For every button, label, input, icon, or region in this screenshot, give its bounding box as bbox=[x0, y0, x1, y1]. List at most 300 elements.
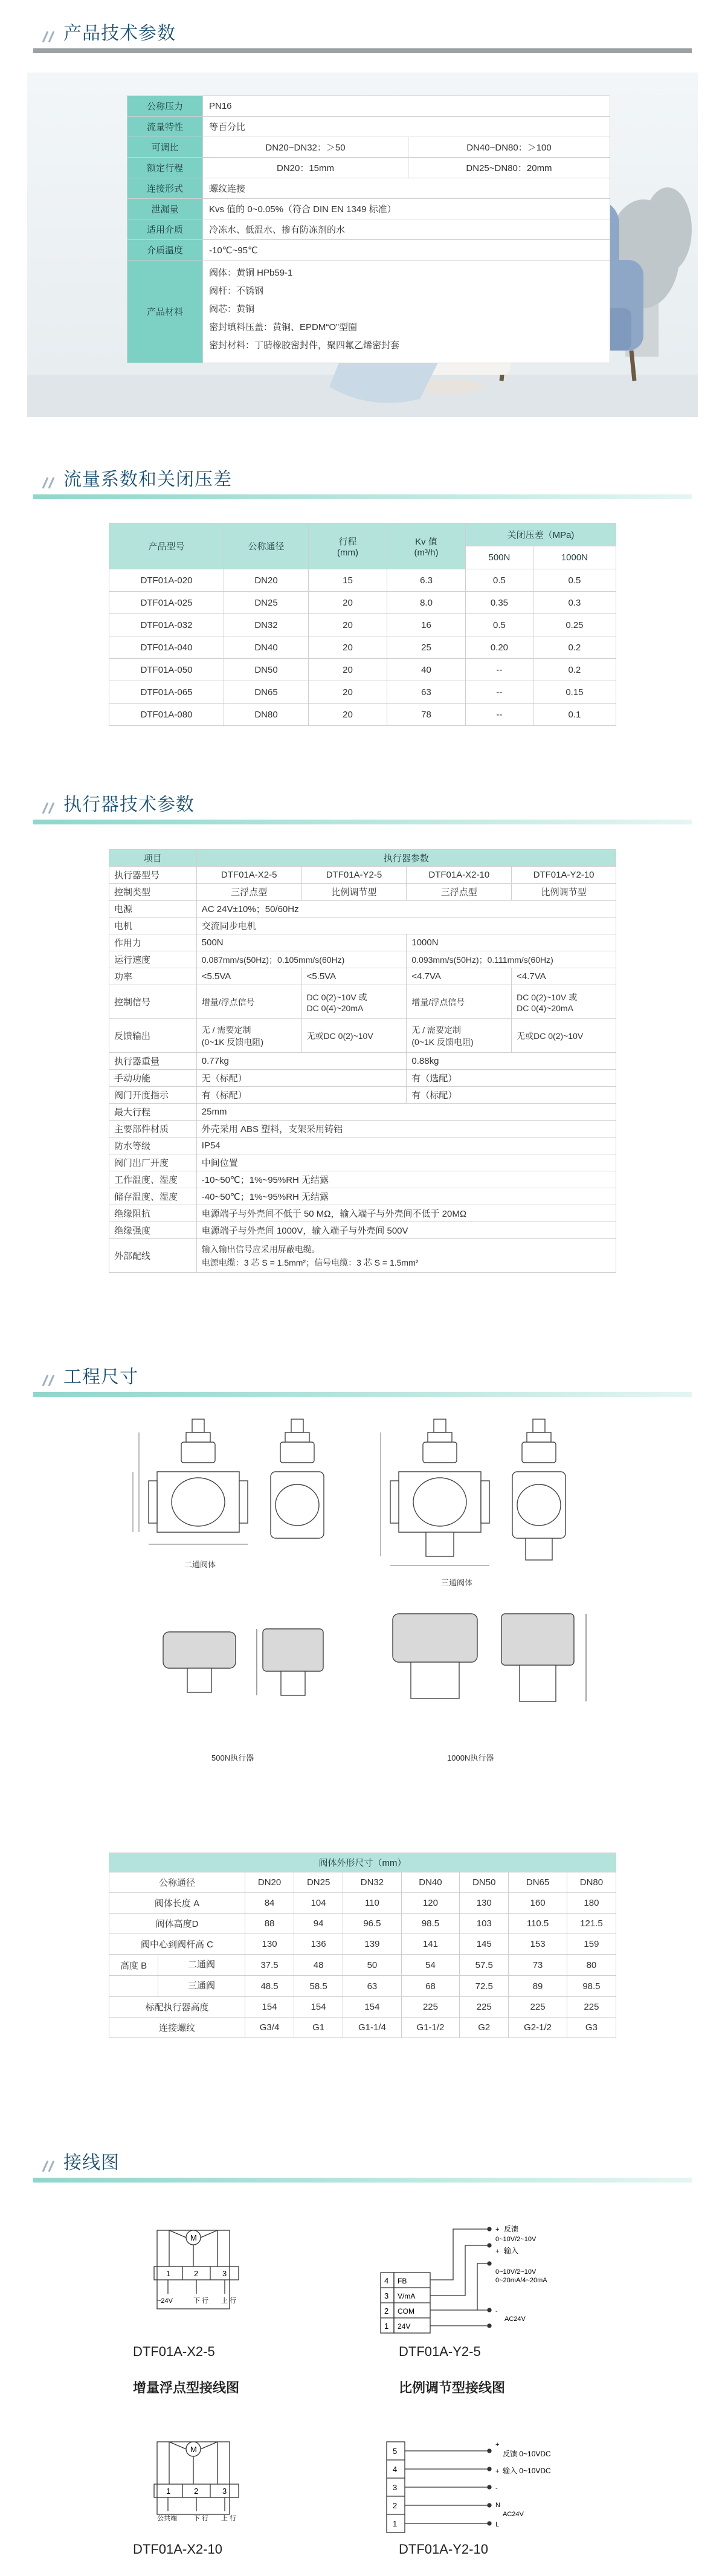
table-cell: 16 bbox=[387, 614, 466, 636]
table-cell: 73 bbox=[509, 1955, 567, 1976]
three-way-caption: 三通阀体 bbox=[441, 1578, 473, 1587]
spec-label: 流量特性 bbox=[127, 117, 203, 137]
flow-table-body bbox=[109, 569, 616, 726]
model-cell: DTF01A-X2-10 bbox=[407, 867, 512, 884]
wiring-line: 电源电缆：3 芯 S = 1.5mm²；信号电缆：3 芯 S = 1.5mm² bbox=[201, 1257, 419, 1267]
wiring-y2-10-title: DTF01A-Y2-10 bbox=[399, 2542, 488, 2557]
value-cell: 增量/浮点信号 bbox=[407, 985, 512, 1019]
ac24-label: AC24V bbox=[504, 2315, 526, 2323]
row-label: 工作温度、湿度 bbox=[109, 1171, 197, 1188]
model-cell: DTF01A-X2-5 bbox=[196, 867, 301, 884]
slash-decoration-icon bbox=[39, 2160, 59, 2173]
table-cell: 154 bbox=[343, 1997, 402, 2018]
table-cell: 121.5 bbox=[567, 1914, 616, 1934]
row-label: 标配执行器高度 bbox=[109, 1997, 245, 2018]
table-cell: DTF01A-065 bbox=[109, 681, 224, 704]
actuator-1000n-front-drawing bbox=[393, 1614, 477, 1698]
value-cell: -40~50℃；1%~95%RH 无结露 bbox=[196, 1188, 616, 1205]
value-cell: 有（标配） bbox=[196, 1087, 407, 1104]
material-line: 阀杆：不锈钢 bbox=[209, 286, 264, 296]
table-cell: 25 bbox=[387, 636, 466, 659]
value-cell: 交流同步电机 bbox=[196, 917, 616, 934]
terminal-label: 3 bbox=[222, 2269, 227, 2278]
terminal-label: 2 bbox=[194, 2269, 199, 2278]
motor-label: M bbox=[190, 2233, 197, 2242]
row-label: 执行器重量 bbox=[109, 1053, 197, 1070]
table-cell: DTF01A-020 bbox=[109, 569, 224, 592]
table-cell: 153 bbox=[509, 1934, 567, 1955]
table-cell: DN32 bbox=[224, 614, 309, 636]
table-cell: G3 bbox=[567, 2018, 616, 2038]
value-cell: 0.77kg bbox=[196, 1053, 407, 1070]
table-cell: 139 bbox=[343, 1934, 402, 1955]
table-cell: 37.5 bbox=[245, 1955, 294, 1976]
table-row bbox=[109, 659, 616, 681]
table-cell: 103 bbox=[460, 1914, 509, 1934]
column-header: 行程 (mm) bbox=[309, 523, 387, 569]
table-cell: DN80 bbox=[224, 704, 309, 726]
row-label: 主要部件材质 bbox=[109, 1121, 197, 1138]
material-line: 阀体：黄铜 HPb59-1 bbox=[209, 268, 293, 278]
actuator-500n-front-drawing bbox=[163, 1632, 236, 1692]
table-cell: 63 bbox=[343, 1976, 402, 1997]
plus-label: + bbox=[495, 2468, 500, 2475]
table-cell: DTF01A-025 bbox=[109, 592, 224, 614]
table-row bbox=[109, 1955, 616, 1976]
table-row bbox=[109, 704, 616, 726]
table-row bbox=[109, 1853, 616, 1872]
row-label: 储存温度、湿度 bbox=[109, 1188, 197, 1205]
row-label: 手动功能 bbox=[109, 1070, 197, 1087]
section-header-product bbox=[33, 13, 692, 56]
two-way-valve-side-drawing bbox=[271, 1419, 324, 1538]
value-cell: 中间位置 bbox=[196, 1154, 616, 1171]
table-row bbox=[109, 569, 616, 592]
dimension-table bbox=[109, 1853, 616, 2038]
wiring-x2-5-diagram bbox=[133, 2212, 266, 2339]
spec-label: 适用介质 bbox=[127, 219, 203, 240]
row-label: 电源 bbox=[109, 901, 197, 917]
table-cell: 20 bbox=[309, 704, 387, 726]
column-header: 项目 bbox=[109, 850, 197, 867]
value-cell: <4.7VA bbox=[407, 968, 512, 985]
section-title: 执行器技术参数 bbox=[63, 794, 195, 815]
table-cell: 78 bbox=[387, 704, 466, 726]
row-label: 功率 bbox=[109, 968, 197, 985]
section-underline bbox=[33, 820, 692, 824]
spec-label: 产品材料 bbox=[127, 261, 203, 363]
table-cell: 0.25 bbox=[533, 614, 616, 636]
section-header-dimensions bbox=[33, 1357, 692, 1399]
table-cell: 54 bbox=[401, 1955, 460, 1976]
table-cell: DTF01A-050 bbox=[109, 659, 224, 681]
value-cell: 比例调节型 bbox=[512, 884, 616, 901]
value-cell: <4.7VA bbox=[512, 968, 616, 985]
material-line: 密封填料压盖：黄铜、EPDM“O”型圈 bbox=[209, 322, 357, 332]
table-cell: 0.5 bbox=[466, 569, 533, 592]
table-row bbox=[109, 1934, 616, 1955]
table-cell: 154 bbox=[294, 1997, 343, 2018]
table-cell: DTF01A-040 bbox=[109, 636, 224, 659]
table-cell: 141 bbox=[401, 1934, 460, 1955]
section-underline bbox=[33, 1392, 692, 1397]
terminal-vma: V/mA bbox=[398, 2292, 416, 2300]
row-label: 最大行程 bbox=[109, 1104, 197, 1121]
section-title: 流量系数和关闭压差 bbox=[63, 469, 232, 490]
section-title: 接线图 bbox=[63, 2152, 120, 2173]
value-cell: <5.5VA bbox=[301, 968, 407, 985]
flow-table bbox=[109, 523, 616, 726]
column-header: DN25 bbox=[294, 1872, 343, 1893]
supply-label: ~24V bbox=[157, 2297, 173, 2305]
table-cell: 88 bbox=[245, 1914, 294, 1934]
value-cell: DC 0(2)~10V 或 DC 0(4)~20mA bbox=[301, 985, 407, 1019]
spec-value: 冷冻水、低温水、掺有防冻剂的水 bbox=[203, 219, 610, 240]
table-cell: 20 bbox=[309, 614, 387, 636]
section-underline bbox=[33, 48, 692, 53]
table-row bbox=[109, 1997, 616, 2018]
table-cell: 130 bbox=[460, 1893, 509, 1914]
terminal-label: 2 bbox=[194, 2487, 199, 2496]
slash-decoration-icon bbox=[39, 801, 59, 815]
section-underline bbox=[33, 2178, 692, 2183]
wiring-x2-5-title: DTF01A-X2-5 bbox=[133, 2344, 215, 2359]
feedback-label: 反馈 0~10VDC bbox=[503, 2450, 551, 2458]
spec-label: 介质温度 bbox=[127, 240, 203, 261]
table-cell: 6.3 bbox=[387, 569, 466, 592]
table-cell: 0.15 bbox=[533, 681, 616, 704]
value-cell: 电源端子与外壳间 1000V，输入端子与外壳间 500V bbox=[196, 1222, 616, 1239]
two-way-valve-front-drawing bbox=[149, 1419, 248, 1532]
value-cell: 无或DC 0(2)~10V bbox=[512, 1019, 616, 1053]
table-cell: 20 bbox=[309, 681, 387, 704]
table-cell: 110.5 bbox=[509, 1914, 567, 1934]
table-cell: 130 bbox=[245, 1934, 294, 1955]
column-header: 关闭压差（MPa) bbox=[466, 523, 616, 546]
row-label-group bbox=[109, 1976, 245, 1997]
table-cell: 104 bbox=[294, 1893, 343, 1914]
model-cell: DTF01A-Y2-10 bbox=[512, 867, 616, 884]
row-label: 反馈输出 bbox=[109, 1019, 197, 1053]
table-cell: 94 bbox=[294, 1914, 343, 1934]
row-label: 连接螺纹 bbox=[109, 2018, 245, 2038]
spec-value: DN20~DN32：＞50 bbox=[203, 137, 408, 158]
value-cell: 0.093mm/s(50Hz)；0.111mm/s(60Hz) bbox=[407, 951, 616, 968]
terminal-com: COM bbox=[398, 2307, 414, 2315]
row-label: 防水等级 bbox=[109, 1138, 197, 1154]
spec-label: 连接形式 bbox=[127, 178, 203, 199]
table-cell: G2-1/2 bbox=[509, 2018, 567, 2038]
value-cell: DC 0(2)~10V 或 DC 0(4)~20mA bbox=[512, 985, 616, 1019]
table-cell: 0.20 bbox=[466, 636, 533, 659]
value-cell: 有（选配） bbox=[407, 1070, 616, 1087]
wiring-line: 输入输出信号应采用屏蔽电缆。 bbox=[201, 1244, 320, 1254]
spec-value: DN25~DN80：20mm bbox=[408, 158, 610, 178]
table-cell: 154 bbox=[245, 1997, 294, 2018]
terminal-label: 2 bbox=[393, 2501, 398, 2510]
row-label: 阀体高度D bbox=[109, 1914, 245, 1934]
table-cell: 20 bbox=[309, 636, 387, 659]
row-label: 绝缘阻抗 bbox=[109, 1205, 197, 1222]
table-cell: 8.0 bbox=[387, 592, 466, 614]
table-cell: DN40 bbox=[224, 636, 309, 659]
table-cell: DN65 bbox=[224, 681, 309, 704]
down-label: 下 行 bbox=[193, 2515, 209, 2522]
table-cell: DN25 bbox=[224, 592, 309, 614]
section-header-wiring bbox=[33, 2143, 692, 2185]
value-cell: 0.88kg bbox=[407, 1053, 616, 1070]
product-spec-table bbox=[127, 95, 610, 363]
terminal-label: 2 bbox=[384, 2306, 389, 2315]
down-label: 下 行 bbox=[193, 2297, 209, 2305]
table-cell: 20 bbox=[309, 592, 387, 614]
row-label: 执行器型号 bbox=[109, 867, 197, 884]
terminal-label: 4 bbox=[393, 2465, 398, 2474]
model-cell: DTF01A-Y2-5 bbox=[301, 867, 407, 884]
value-cell: 25mm bbox=[196, 1104, 616, 1121]
two-way-caption: 二通阀体 bbox=[184, 1560, 216, 1569]
row-label: 外部配线 bbox=[109, 1239, 197, 1273]
value-cell: -10~50℃；1%~95%RH 无结露 bbox=[196, 1171, 616, 1188]
table-cell: 48 bbox=[294, 1955, 343, 1976]
feedback-range: 0~10V/2~10V bbox=[495, 2236, 536, 2243]
value-cell: 有（标配） bbox=[407, 1087, 616, 1104]
table-cell: DTF01A-080 bbox=[109, 704, 224, 726]
neutral-label: N bbox=[495, 2502, 500, 2509]
table-cell: 48.5 bbox=[245, 1976, 294, 1997]
table-cell: 110 bbox=[343, 1893, 402, 1914]
input-range: 0~20mA/4~20mA bbox=[495, 2277, 547, 2284]
section-title: 产品技术参数 bbox=[63, 23, 176, 44]
wiring-y2-5-title: DTF01A-Y2-5 bbox=[399, 2344, 481, 2359]
product-panel bbox=[27, 73, 698, 417]
column-subheader: 1000N bbox=[533, 546, 616, 569]
table-cell: 57.5 bbox=[460, 1955, 509, 1976]
table-cell: 96.5 bbox=[343, 1914, 402, 1934]
table-cell: 98.5 bbox=[567, 1976, 616, 1997]
table-cell: G1-1/2 bbox=[401, 2018, 460, 2038]
table-cell: 20 bbox=[309, 659, 387, 681]
table-row bbox=[109, 681, 616, 704]
common-label: 公共端 bbox=[157, 2515, 177, 2522]
table-cell: 68 bbox=[401, 1976, 460, 1997]
spec-value: -10℃~95℃ bbox=[203, 240, 610, 261]
row-label: 控制类型 bbox=[109, 884, 197, 901]
row-label: 阀中心到阀杆高 C bbox=[109, 1934, 245, 1955]
act500-caption: 500N执行器 bbox=[211, 1753, 254, 1762]
value-cell: 增量/浮点信号 bbox=[196, 985, 301, 1019]
row-label: 控制信号 bbox=[109, 985, 197, 1019]
column-header: Kv 值 (m³/h) bbox=[387, 523, 466, 569]
table-cell: 40 bbox=[387, 659, 466, 681]
table-cell: 80 bbox=[567, 1955, 616, 1976]
column-header: DN80 bbox=[567, 1872, 616, 1893]
spec-value: DN40~DN80：＞100 bbox=[408, 137, 610, 158]
material-line: 阀芯：黄铜 bbox=[209, 304, 255, 314]
slash-decoration-icon bbox=[39, 30, 59, 44]
input-label: 输入 0~10VDC bbox=[503, 2467, 551, 2475]
table-cell: 0.3 bbox=[533, 592, 616, 614]
table-cell: 72.5 bbox=[460, 1976, 509, 1997]
terminal-label: 3 bbox=[384, 2291, 389, 2300]
table-cell: 58.5 bbox=[294, 1976, 343, 1997]
column-subheader: 500N bbox=[466, 546, 533, 569]
table-cell: 159 bbox=[567, 1934, 616, 1955]
dimension-table-body bbox=[109, 1853, 616, 2038]
row-label: 阀体长度 A bbox=[109, 1893, 245, 1914]
terminal-label: 5 bbox=[393, 2447, 398, 2456]
wiring-y2-10-diagram bbox=[375, 2436, 604, 2542]
table-row bbox=[109, 592, 616, 614]
terminal-label: 1 bbox=[384, 2322, 389, 2331]
row-label: 运行速度 bbox=[109, 951, 197, 968]
spec-label: 泄漏量 bbox=[127, 199, 203, 219]
table-cell: -- bbox=[466, 681, 533, 704]
wiring-x2-10-diagram bbox=[133, 2436, 266, 2542]
table-cell: G3/4 bbox=[245, 2018, 294, 2038]
plus-label: + bbox=[495, 2441, 500, 2448]
three-way-valve-side-drawing bbox=[512, 1419, 566, 1560]
spec-label: 额定行程 bbox=[127, 158, 203, 178]
value-cell: 外壳采用 ABS 塑料，支架采用铸铝 bbox=[196, 1121, 616, 1138]
column-header: DN50 bbox=[460, 1872, 509, 1893]
input-label: 输入 bbox=[504, 2247, 519, 2255]
table-cell: 225 bbox=[567, 1997, 616, 2018]
table-cell: -- bbox=[466, 659, 533, 681]
line-label: L bbox=[495, 2521, 500, 2528]
value-cell: 三浮点型 bbox=[196, 884, 301, 901]
spec-value: 等百分比 bbox=[203, 117, 610, 137]
column-header: DN65 bbox=[509, 1872, 567, 1893]
slash-decoration-icon bbox=[39, 476, 59, 490]
value-cell: 无（标配） bbox=[196, 1070, 407, 1087]
table-cell: 0.5 bbox=[466, 614, 533, 636]
table-cell: 0.5 bbox=[533, 569, 616, 592]
dimension-drawings bbox=[121, 1414, 604, 1801]
table-title: 阀体外形尺寸（mm） bbox=[109, 1853, 616, 1872]
wiring-x2-10-title: DTF01A-X2-10 bbox=[133, 2542, 222, 2557]
wiring-y2-5-diagram bbox=[375, 2212, 604, 2339]
feedback-label: 反馈 bbox=[504, 2225, 519, 2233]
row-label: 作用力 bbox=[109, 934, 197, 951]
row-label: 高度 B bbox=[120, 1960, 147, 1971]
table-cell: 89 bbox=[509, 1976, 567, 1997]
section-title: 工程尺寸 bbox=[63, 1367, 138, 1388]
row-label: 电机 bbox=[109, 917, 197, 934]
motor-label: M bbox=[190, 2445, 197, 2454]
table-cell: 136 bbox=[294, 1934, 343, 1955]
actuator-1000n-side-drawing bbox=[501, 1614, 586, 1701]
value-cell: 1000N bbox=[407, 934, 616, 951]
row-label: 阀门出厂开度 bbox=[109, 1154, 197, 1171]
table-cell: 63 bbox=[387, 681, 466, 704]
table-cell: G1-1/4 bbox=[343, 2018, 402, 2038]
terminal-label: 1 bbox=[166, 2487, 171, 2496]
materials-cell bbox=[203, 261, 610, 363]
table-row bbox=[109, 614, 616, 636]
spec-value: PN16 bbox=[203, 96, 610, 117]
table-cell: 120 bbox=[401, 1893, 460, 1914]
table-cell: G1 bbox=[294, 2018, 343, 2038]
table-cell: 160 bbox=[509, 1893, 567, 1914]
value-cell: AC 24V±10%；50/60Hz bbox=[196, 901, 616, 917]
three-way-valve-front-drawing bbox=[390, 1419, 489, 1556]
spec-label: 公称压力 bbox=[127, 96, 203, 117]
column-header: DN20 bbox=[245, 1872, 294, 1893]
table-cell: 98.5 bbox=[401, 1914, 460, 1934]
row-label: 阀门开度指示 bbox=[109, 1087, 197, 1104]
column-header: 公称通径 bbox=[224, 523, 309, 569]
act1000-caption: 1000N执行器 bbox=[447, 1753, 494, 1762]
table-cell: 225 bbox=[509, 1997, 567, 2018]
column-header: 公称通径 bbox=[109, 1872, 245, 1893]
row-label-group bbox=[109, 1955, 245, 1976]
value-cell: 比例调节型 bbox=[301, 884, 407, 901]
value-cell: 电源端子与外壳间不低于 50 MΩ，输入端子与外壳间不低于 20MΩ bbox=[196, 1205, 616, 1222]
spec-value: 螺纹连接 bbox=[203, 178, 610, 199]
value-cell bbox=[196, 1239, 616, 1273]
section-header-actuator bbox=[33, 785, 692, 827]
table-cell: G2 bbox=[460, 2018, 509, 2038]
terminal-24v: 24V bbox=[398, 2322, 411, 2331]
table-cell: 0.1 bbox=[533, 704, 616, 726]
row-label: 绝缘强度 bbox=[109, 1222, 197, 1239]
table-cell: DN50 bbox=[224, 659, 309, 681]
section-header-flow bbox=[33, 459, 692, 502]
table-cell: 145 bbox=[460, 1934, 509, 1955]
table-row bbox=[109, 1914, 616, 1934]
value-cell: 三浮点型 bbox=[407, 884, 512, 901]
wiring-x2-5-subtitle: 增量浮点型接线图 bbox=[133, 2380, 240, 2395]
plus-label: + bbox=[495, 2226, 500, 2233]
minus-label: - bbox=[495, 2308, 498, 2315]
input-range: 0~10V/2~10V bbox=[495, 2268, 536, 2276]
up-label: 上 行 bbox=[221, 2515, 237, 2522]
column-header: 产品型号 bbox=[109, 523, 224, 569]
value-cell: 无 / 需要定制 (0~1K 反馈电阻) bbox=[407, 1019, 512, 1053]
actuator-table bbox=[109, 849, 616, 1273]
table-row bbox=[109, 1872, 616, 1893]
terminal-label: 3 bbox=[222, 2487, 227, 2496]
value-cell: IP54 bbox=[196, 1138, 616, 1154]
minus-label: - bbox=[495, 2485, 498, 2492]
table-cell: 0.2 bbox=[533, 659, 616, 681]
value-cell: 无 / 需要定制 (0~1K 反馈电阻) bbox=[196, 1019, 301, 1053]
ac24-label: AC24V bbox=[503, 2511, 524, 2518]
slash-decoration-icon bbox=[39, 1374, 59, 1387]
wiring-y2-5-subtitle: 比例调节型接线图 bbox=[399, 2380, 506, 2395]
column-header: 执行器参数 bbox=[196, 850, 616, 867]
spec-value: DN20：15mm bbox=[203, 158, 408, 178]
table-row bbox=[109, 2018, 616, 2038]
terminal-label: 4 bbox=[384, 2276, 389, 2285]
row-sublabel: 二通阀 bbox=[158, 1955, 245, 1975]
table-cell: 225 bbox=[401, 1997, 460, 2018]
value-cell: 0.087mm/s(50Hz)；0.105mm/s(60Hz) bbox=[196, 951, 407, 968]
table-cell: 225 bbox=[460, 1997, 509, 2018]
terminal-label: 1 bbox=[166, 2269, 171, 2278]
table-cell: DN20 bbox=[224, 569, 309, 592]
up-label: 上 行 bbox=[221, 2297, 237, 2305]
table-cell: 0.35 bbox=[466, 592, 533, 614]
table-cell: 180 bbox=[567, 1893, 616, 1914]
terminal-label: 1 bbox=[393, 2519, 398, 2528]
table-cell: 15 bbox=[309, 569, 387, 592]
table-cell: 0.2 bbox=[533, 636, 616, 659]
column-header: DN40 bbox=[401, 1872, 460, 1893]
table-cell: 50 bbox=[343, 1955, 402, 1976]
table-row bbox=[109, 1976, 616, 1997]
